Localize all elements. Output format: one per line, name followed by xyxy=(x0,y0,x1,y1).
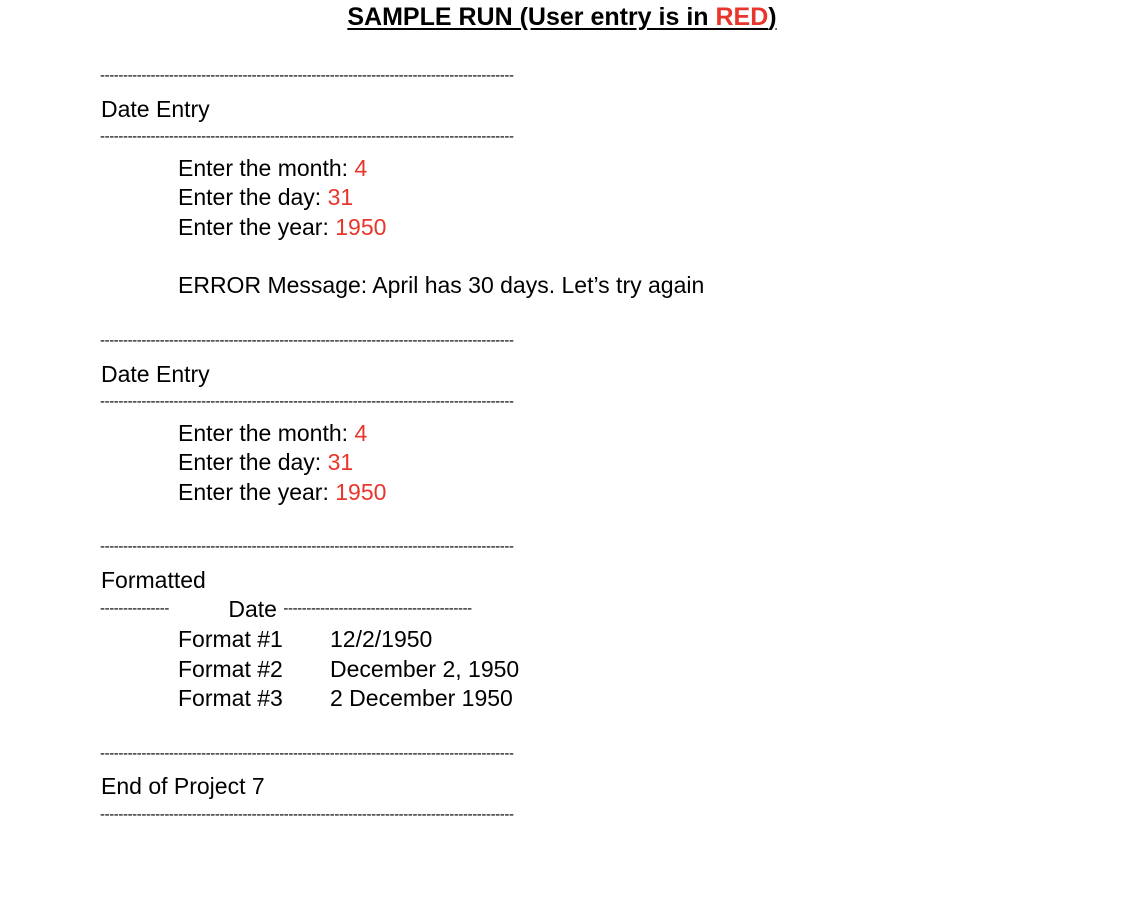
year-value: 1950 xyxy=(335,479,387,505)
section-heading: End of Project 7 xyxy=(101,773,265,799)
date-separator-right: ----------------------------------------- xyxy=(283,600,472,617)
day-prompt xyxy=(178,182,353,212)
separator-line: ------------------------------------------------------------------------------------------ xyxy=(100,128,514,145)
year-prompt xyxy=(178,477,386,507)
year-value: 1950 xyxy=(335,214,387,240)
date-separator-left: --------------- xyxy=(100,600,169,617)
month-value: 4 xyxy=(354,420,368,446)
title-suffix: ) xyxy=(768,3,777,31)
month-label: Enter the month: xyxy=(178,420,355,446)
year-label: Enter the year: xyxy=(178,479,336,505)
format-row xyxy=(178,654,519,684)
separator-line: ------------------------------------------------------------------------------------------ xyxy=(100,393,514,410)
separator-line: ------------------------------------------------------------------------------------------ xyxy=(100,67,514,84)
format-value: December 2, 1950 xyxy=(330,656,520,682)
day-label: Enter the day: xyxy=(178,184,328,210)
title-prefix: SAMPLE RUN (User entry is in xyxy=(347,3,716,31)
month-prompt xyxy=(178,153,367,183)
day-label: Enter the day: xyxy=(178,449,328,475)
day-prompt xyxy=(178,447,353,477)
format-row xyxy=(178,624,432,654)
month-prompt xyxy=(178,418,367,448)
separator-line: ------------------------------------------------------------------------------------------ xyxy=(100,538,514,555)
section-heading: Date Entry xyxy=(101,361,210,387)
section-heading: Formatted xyxy=(101,567,206,593)
error-message: ERROR Message: April has 30 days. Let’s try again xyxy=(178,272,705,298)
format-value: 2 December 1950 xyxy=(330,685,513,711)
separator-line: ------------------------------------------------------------------------------------------ xyxy=(100,332,514,349)
format-row xyxy=(178,683,513,713)
year-label: Enter the year: xyxy=(178,214,336,240)
format-label: Format #3 xyxy=(178,685,283,711)
day-value: 31 xyxy=(327,449,354,475)
year-prompt xyxy=(178,212,386,242)
title-highlight: RED xyxy=(715,3,769,31)
format-label: Format #1 xyxy=(178,626,283,652)
separator-line: ------------------------------------------------------------------------------------------ xyxy=(100,806,514,823)
page-title xyxy=(0,3,1124,32)
month-value: 4 xyxy=(354,155,368,181)
date-separator xyxy=(100,594,583,624)
format-label: Format #2 xyxy=(178,656,283,682)
section-heading: Date Entry xyxy=(101,96,210,122)
month-label: Enter the month: xyxy=(178,155,355,181)
format-value: 12/2/1950 xyxy=(330,626,433,652)
separator-line: ------------------------------------------------------------------------------------------ xyxy=(100,745,514,762)
date-separator-label: Date xyxy=(222,596,284,622)
day-value: 31 xyxy=(327,184,354,210)
